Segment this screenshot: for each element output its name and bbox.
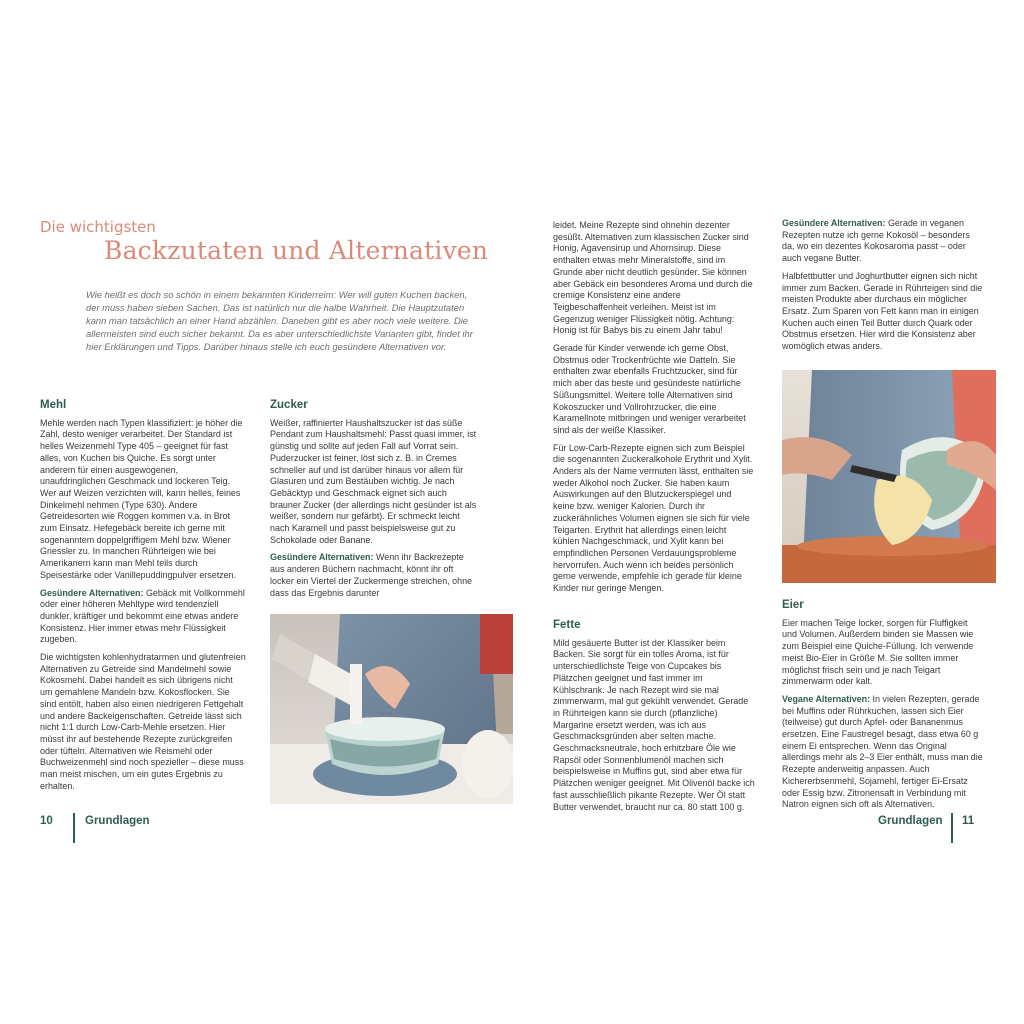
- footer-divider-right: [951, 813, 953, 843]
- eier-paragraph-2: [782, 694, 984, 811]
- butter-bowl-illustration: [782, 370, 996, 583]
- zucker-paragraph-1: Weißer, raffinierter Haushaltszucker ist das süße Pendant zum Haushaltsmehl: Passt quasi immer, ist günstig und sollte auf jeden Fall auf Vorrat sein. Puderzucker ist feiner, löst sich z. B. in Cremes schneller auf und ist darüber hinaus vor allem für Glasuren und zum Bestäuben wichtig. Je nach Gebäcktyp und Geschmack eignet sich auch brauner Zucker (der allerdings nicht gesünder ist als weißer, sondern nur gefärbt). Er schmeckt leicht nach Karamell und passt beispielsweise gut zu Schokolade oder Banane.: [270, 417, 477, 545]
- eier-column: [782, 600, 984, 817]
- section-name-right: Grundlagen: [878, 815, 943, 827]
- mehl-paragraph-3: Die wichtigsten kohlenhydratarmen und glutenfreien Alternativen zu Getreide sind Mandelmehl sowie Kokosmehl. Dabei handelt es sich übrigens nicht um gemahlene Mandeln bzw. Kokosflocken. Sie sind entölt, haben also einen niedrigeren Fettgehalt und andere Backeigenschaften. Getreide lässt sich nicht 1:1 durch Low-Carb-Mehle ersetzen. Hier müsst ihr auf bestehende Rezepte zurückgreifen oder tüfteln. Alternativen wie Reismehl oder Buchweizenmehl sind noch spezieller – diese muss man meist mischen, um ein gutes Ergebnis zu erhalten.: [40, 652, 246, 791]
- page-number-right: 11: [962, 815, 975, 827]
- zucker-column: [270, 400, 478, 605]
- mehl-column: [40, 400, 246, 799]
- milk-bowl-photo: [270, 614, 513, 804]
- mehl-paragraph-2: [40, 588, 246, 647]
- page-number-left: 10: [40, 815, 53, 827]
- butter-bowl-photo: [782, 370, 996, 583]
- zucker-alt-text: Wenn ihr Backrezepte aus anderen Büchern nachmacht, könnt ihr oft locker ein Viertel der Zuckermenge streichen, ohne dass das Ergebnis darunter: [270, 552, 473, 598]
- zucker-alt-label: Gesündere Alternativen:: [270, 552, 374, 563]
- mehl-alt-text: Gebäck mit Vollkornmehl oder einer höheren Mehltype wird tendenziell dunkler, kräftiger und bekommt eine etwas andere Konsistenz. Hier immer etwas mehr Flüssigkeit zugeben.: [40, 587, 245, 645]
- footer-divider-left: [73, 813, 75, 843]
- fette-continued-column: [782, 218, 984, 359]
- fette-paragraph-1: Mild gesäuerte Butter ist der Klassiker beim Backen. Sie sorgt für ein tolles Aroma, ist für unterschiedlichste Teige von Cupcakes bis Plätzchen geeignet und fast immer im Kühlschrank. Je nach Rezept wird sie mal zimmerwarm, mal gut gekühlt verwendet. Gerade in Rührteigen kann sie durch (pflanzliche) Margarine ersetzt werden, was ich aus Geschmacksgründen aber selten mache. Geschmacksneutrale, hoch erhitzbare Öle wie Rapsöl oder Sonnenblumenöl machen sich beispielsweise in Muffins gut, sind aber etwa für Plätzchen weniger geeignet. Mit Olivenöl backe ich fast ausschließlich pikante Rezepte. Wer Öl statt Butter verwendet, braucht nur ca. 80 statt 100 g.: [553, 637, 755, 812]
- fette-paragraph-2: [782, 218, 984, 265]
- fette-alt-label: Gesündere Alternativen:: [782, 218, 886, 228]
- mehl-paragraph-1: Mehle werden nach Typen klassifiziert: je höher die Zahl, desto weniger verarbeitet. Der Standard ist helles Weizenmehl Type 405 – geeignet für fast alles, von Kuchen bis Quiche. Es sorgt unter anderem für einen ausgewogenen, unaufdringlichen Geschmack und lockeren Teig. Wer auf Weizen verzichten will, kann helles, feines Dinkelmehl nehmen (Type 630). Andere Getreidesorten wie Roggen kommen v.a. in Brot zum Einsatz. Hefegebäck bereite ich gerne mit sogenanntem doppelgriffigem Mehl bzw. Wiener Griessler zu. In manchen Rührteigen wie bei Amerikanern kann man Mehl teils durch Speisestärke oder Vanillepuddingpulver ersetzen.: [40, 417, 243, 580]
- eier-heading: Eier: [782, 599, 804, 611]
- eier-alt-label: Vegane Alternativen:: [782, 693, 871, 704]
- zucker-heading: Zucker: [270, 399, 308, 411]
- section-kicker: Die wichtigsten: [40, 218, 156, 236]
- fette-heading: Fette: [553, 619, 581, 631]
- fette-paragraph-3: Halbfettbutter und Joghurtbutter eignen sich nicht immer zum Backen. Gerade in Rührteigen sind die meisten Produkte aber durchaus ein möglicher Ersatz. Zum Sparen von Fett kann man in einigen Kuchen auch einen Teil Butter durch Quark oder Obstmus ersetzen. Hier wird die Konsistenz aber womöglich etwas anders.: [782, 270, 983, 352]
- zucker-paragraph-2: [270, 552, 478, 599]
- eier-alt-text: In vielen Rezepten, gerade bei Muffins oder Rührkuchen, lassen sich Eier (teilweise) gut durch Apfel- oder Bananenmus ersetzen. Eine Faustregel besagt, dass etwa 60 g einem Ei entsprechen. Wenn das Original allerdings mehr als 2–3 Eier enthält, muss man die Rezepte anderweitig anpassen. Auch Kichererbsenmehl, Sojamehl, fertiger Ei-Ersatz oder Essig bzw. Zitronensaft in Verbindung mit Natron eignen sich oft als Alternativen.: [782, 693, 983, 810]
- fette-alt-text: Gerade in veganen Rezepten nutze ich gerne Kokosöl – besonders da, wo ein dezentes Kokosaroma passt – oder auch vegane Butter.: [782, 218, 970, 264]
- mehl-heading: Mehl: [40, 399, 67, 411]
- fette-column: [553, 620, 755, 819]
- eier-paragraph-1: Eier machen Teige locker, sorgen für Fluffigkeit und Volumen. Außerdem binden sie Massen wie zum Beispiel eine Quiche-Füllung. Ich verwende meist Bio-Eier in Größe M. Sie sollten immer möglichst frisch sein und je nach Teigart zimmerwarm oder kalt.: [782, 617, 974, 687]
- zucker-continued-column: [553, 220, 755, 601]
- zucker-paragraph-4: Gerade für Kinder verwende ich gerne Obst, Obstmus oder Trockenfrüchte wie Datteln. Sie enthalten zwar ebenfalls Fruchtzucker, sind für mich aber das beste und gesündeste natürliche Süßungsmittel. Weitere tolle Alternativen sind Kokoszucker und Vollrohrzucker, die eine Karamellnote mitbringen und weniger verarbeitet sind als der weiße Klassiker.: [553, 343, 746, 435]
- mehl-alt-label: Gesündere Alternativen:: [40, 587, 144, 598]
- zucker-paragraph-5: Für Low-Carb-Rezepte eignen sich zum Beispiel die sogenannten Zuckeralkohole Erythrit und Xylit. Anders als der Name vermuten lässt, enthalten sie weder Alkohol noch Zucker. Sie haben kaum Auswirkungen auf den Blutzuckerspiegel und keine bzw. weniger Kalorien. Durch ihr zuckerähnliches Volumen eignen sie sich für viele Teigarten. Erythrit hat allerdings einen leicht kühlen Nachgeschmack, und Xylit kann bei empfindlichen Personen Verdauungsprobleme hervorrufen. Auch wenn ich beides persönlich gerne verwende, empfehle ich gerade für kleine Kinder nur geringe Mengen.: [553, 442, 754, 594]
- zucker-paragraph-3: leidet. Meine Rezepte sind ohnehin dezenter gesüßt. Alternativen zum klassischen Zucker sind Honig, Agavensirup und Ahornsirup. Diese enthalten etwas mehr Mineralstoffe, sind im Grunde aber nicht deutlich gesünder. Sie können aber Gebäck ein besonderes Aroma und durch die cremige Konsistenz eine andere Teigbeschaffenheit verleihen. Meist ist im Gegenzug weniger Flüssigkeit nötig. Achtung: Honig ist für Babys bis zu einem Jahr tabu!: [553, 220, 753, 336]
- page-title: Backzutaten und Alternativen: [104, 236, 489, 265]
- intro-text: Wie heißt es doch so schön in einem bekannten Kinderreim: Wer will guten Kuchen backen, der muss haben sieben Sachen. Das ist natürlich nur die halbe Wahrheit. Die Hauptzutaten kann man tatsächlich an einer Hand abzählen. Daneben gibt es aber noch viele weitere. Die allermeisten sind euch sicher bekannt. Da es aber unterschiedlichste Varianten gibt, findet ihr hier Erklärungen und Tipps. Darüber hinaus stelle ich euch gesündere Alternativen vor.: [86, 289, 473, 352]
- section-name-left: Grundlagen: [85, 815, 150, 827]
- milk-bowl-illustration: [270, 614, 513, 804]
